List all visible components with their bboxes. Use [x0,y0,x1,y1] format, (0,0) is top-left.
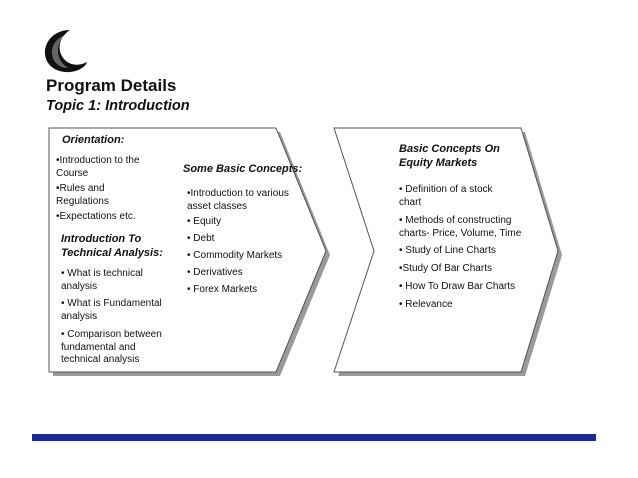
page-subtitle: Topic 1: Introduction [46,98,190,114]
list-item: •Introduction to various asset classes [187,188,289,212]
page-title: Program Details [46,76,177,95]
list-item: • Commodity Markets [187,250,283,261]
list-item: •Introduction to the Course [56,155,140,179]
list-item: • What is technical analysis [61,268,143,292]
list-item: • Relevance [399,299,453,310]
orientation-heading: Orientation: [62,134,125,146]
list-item: •Study Of Bar Charts [399,263,492,274]
basic-concepts-heading: Some Basic Concepts: [183,163,303,175]
list-item: • Comparison between fundamental and technical analysis [61,329,162,365]
list-item: •Rules and Regulations [56,183,109,207]
list-item: • Equity [187,216,222,227]
list-item: • How To Draw Bar Charts [399,281,516,292]
list-item: • Definition of a stock chart [399,184,493,208]
list-item: • Debt [187,233,215,244]
equity-markets-heading: Basic Concepts On Equity Markets [399,143,500,169]
list-item: • What is Fundamental analysis [61,298,162,322]
footer-bar [32,434,596,441]
list-item: • Forex Markets [187,284,258,295]
technical-analysis-heading: Introduction To Technical Analysis: [61,233,163,259]
list-item: • Derivatives [187,267,243,278]
list-item: •Expectations etc. [56,211,136,222]
list-item: • Methods of constructing charts- Price, Volume, Time [399,215,522,239]
list-item: • Study of Line Charts [399,245,496,256]
